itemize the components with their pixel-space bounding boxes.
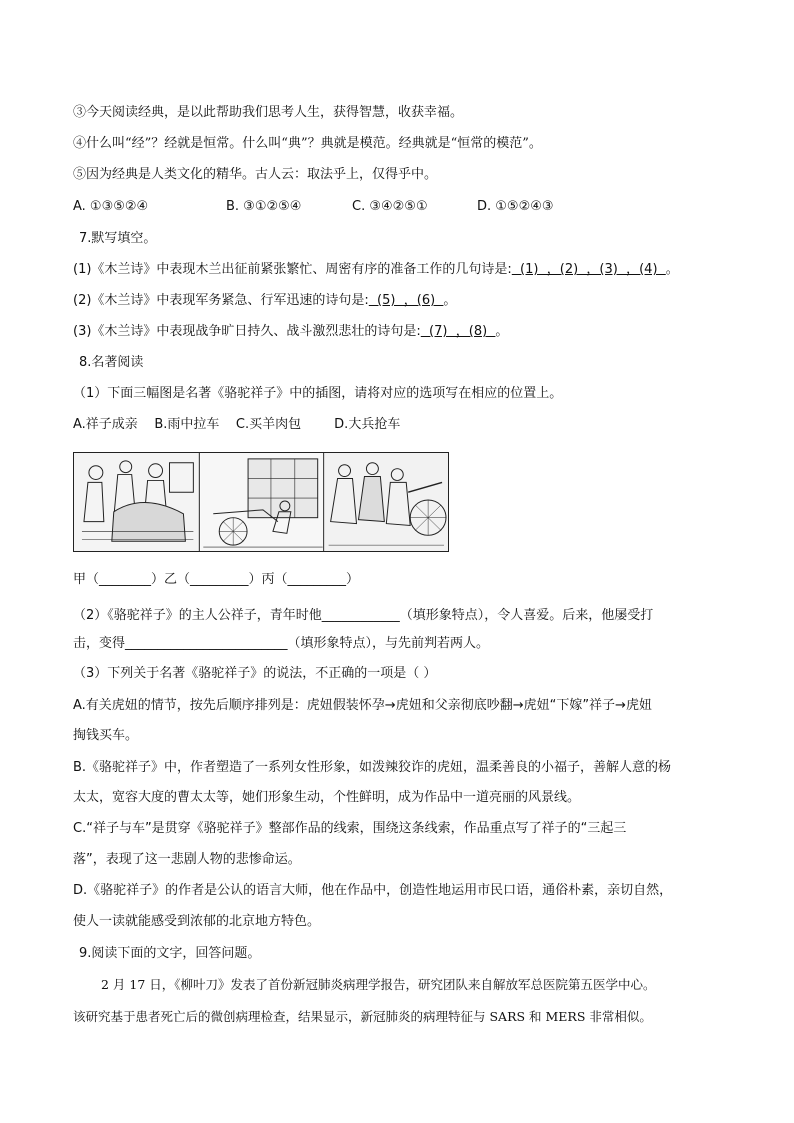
q9-paragraph-line-2: 该研究基于患者死亡后的微创病理检查，结果显示，新冠肺炎的病理特征与 SARS 和 MERS 非常相似。 — [73, 1009, 652, 1024]
q8-choice-a-line-2: 掏钱买车。 — [73, 728, 139, 743]
illustration-panel-1 — [74, 453, 199, 551]
q6-options — [73, 198, 633, 216]
q7-part-2 — [73, 292, 456, 310]
q7-part-3-end: 。 — [495, 324, 509, 339]
q7-part-3 — [73, 323, 508, 341]
q7-part-3-text: (3)《木兰诗》中表现战争旷日持久、战斗激烈悲壮的诗句是: — [73, 324, 421, 339]
q7-part-1-text: (1)《木兰诗》中表现木兰出征前紧张繁忙、周密有序的准备工作的几句诗是: — [73, 262, 512, 277]
q7-title: 7.默写填空。 — [79, 231, 157, 246]
q6-option-b: B. ③①②⑤④ — [226, 199, 302, 214]
q8-sub-3: （3）下列关于名著《骆驼祥子》的说法，不正确的一项是（ ） — [73, 666, 437, 681]
q7-blanks-5-6: (5) ，(6) — [368, 293, 444, 308]
q9-paragraph-line-1: 2 月 17 日，《柳叶刀》发表了首份新冠肺炎病理学报告，研究团队来自解放军总医院第五医学中心。 — [101, 977, 656, 992]
q8-sub-1: （1）下面三幅图是名著《骆驼祥子》中的插图，请将对应的选项写在相应的位置上。 — [73, 386, 563, 401]
q8-choice-c-line-1: C.“祥子与车”是贯穿《骆驼祥子》整部作品的线索，围绕这条线索，作品重点写了祥子的“三起三 — [73, 821, 627, 836]
illustration-panel-2 — [200, 453, 323, 551]
q8-choice-c-line-2: 落”，表现了这一悲剧人物的悲惨命运。 — [73, 852, 301, 867]
q8-answer-line: 甲（________）乙（_________）丙（_________） — [73, 572, 360, 587]
q7-part-1 — [73, 261, 679, 279]
illustration-svg — [74, 453, 448, 551]
q7-part-2-text: (2)《木兰诗》中表现军务紧急、行军迅速的诗句是: — [73, 293, 369, 308]
q6-option-d: D. ①⑤②④③ — [477, 199, 554, 214]
q8-options: A.祥子成亲 B.雨中拉车 C.买羊肉包 D.大兵抢车 — [73, 417, 401, 432]
q6-option-c: C. ③④②⑤① — [352, 199, 428, 214]
q7-blanks-7-8: (7) ，(8) — [420, 324, 496, 339]
q6-option-a: A. ①③⑤②④ — [73, 199, 149, 214]
q8-choice-d-line-2: 使人一读就能感受到浓郁的北京地方特色。 — [73, 914, 321, 929]
illustration-strip — [73, 452, 449, 552]
q6-item-3: ③今天阅读经典，是以此帮助我们思考人生，获得智慧，收获幸福。 — [73, 105, 464, 120]
q8-sub-2-line-1: （2）《骆驼祥子》的主人公祥子，青年时他____________（填形象特点），令人喜爱。后来，他屡受打 — [73, 608, 654, 623]
q6-item-5: ⑤因为经典是人类文化的精华。古人云：取法乎上，仅得乎中。 — [73, 167, 438, 182]
illustration-panel-3 — [325, 453, 448, 551]
q8-choice-b-line-1: B.《骆驼祥子》中，作者塑造了一系列女性形象，如泼辣狡诈的虎妞，温柔善良的小福子，善解人意的杨 — [73, 760, 672, 775]
q8-sub-2-line-2: 击，变得_________________________（填形象特点），与先前判若两人。 — [73, 636, 490, 651]
q8-choice-b-line-2: 太太，宽容大度的曹太太等，她们形象生动，个性鲜明，成为作品中一道亮丽的风景线。 — [73, 790, 581, 805]
q7-blanks-1-4: (1) ，(2) ，(3) ，(4) — [511, 262, 666, 277]
q8-choice-d-line-1: D.《骆驼祥子》的作者是公认的语言大师，他在作品中，创造性地运用市民口语，通俗朴素，亲切自然， — [73, 883, 673, 898]
q8-choice-a-line-1: A.有关虎妞的情节，按先后顺序排列是：虎妞假装怀孕→虎妞和父亲彻底吵翻→虎妞“下嫁”祥子→虎妞 — [73, 698, 652, 713]
q7-part-2-end: 。 — [443, 293, 457, 308]
q9-title: 9.阅读下面的文字，回答问题。 — [79, 946, 261, 961]
q6-item-4: ④什么叫“经”？经就是恒常。什么叫“典”？典就是模范。经典就是“恒常的模范”。 — [73, 136, 542, 151]
q8-title: 8.名著阅读 — [79, 355, 144, 370]
q7-part-1-end: 。 — [665, 262, 679, 277]
